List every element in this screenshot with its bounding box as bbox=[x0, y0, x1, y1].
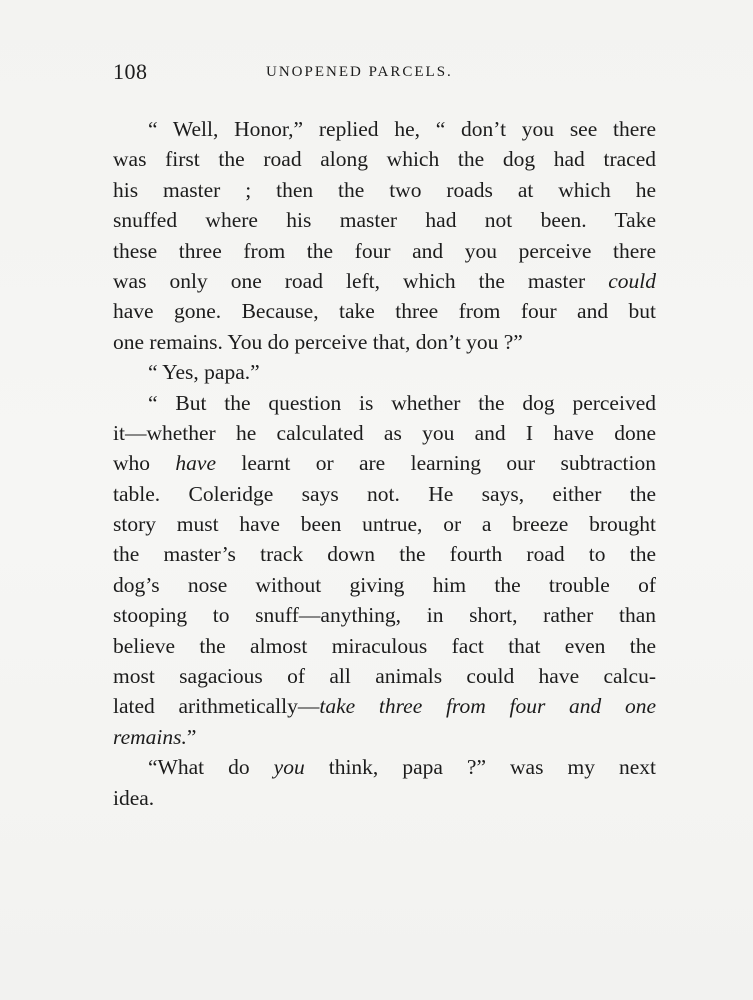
italic-text: have bbox=[175, 451, 216, 476]
text-run: ” bbox=[186, 724, 197, 749]
text-line bbox=[113, 448, 656, 478]
text-run: snuffed where his master had not been. Take bbox=[113, 208, 656, 233]
text-line bbox=[113, 631, 656, 661]
text-run: most sagacious of all animals could have calcu- bbox=[113, 664, 656, 689]
text-line bbox=[113, 175, 656, 205]
text-line bbox=[113, 327, 656, 357]
text-run: table. Coleridge says not. He says, either the bbox=[113, 481, 656, 506]
text-run: it—whether he calculated as you and I have done bbox=[113, 420, 656, 445]
italic-text: remains. bbox=[113, 724, 187, 749]
text-line bbox=[113, 752, 656, 782]
text-line bbox=[113, 570, 656, 600]
text-run: idea. bbox=[113, 785, 155, 810]
text-run: learnt or are learning our subtraction bbox=[216, 451, 656, 476]
text-run: “ Yes, papa.” bbox=[148, 360, 260, 385]
text-line bbox=[113, 661, 656, 691]
page-header bbox=[113, 59, 653, 89]
running-title: UNOPENED PARCELS. bbox=[266, 64, 453, 80]
body-text bbox=[113, 114, 656, 813]
italic-text: could bbox=[608, 268, 656, 293]
text-run: stooping to snuff—anything, in short, rather than bbox=[113, 603, 656, 628]
text-run: was only one road left, which the master bbox=[113, 268, 609, 293]
text-run: have gone. Because, take three from four and but bbox=[113, 299, 656, 324]
text-line bbox=[113, 266, 656, 296]
text-run: these three from the four and you perceive there bbox=[113, 238, 656, 263]
text-line bbox=[113, 691, 656, 721]
text-run: dog’s nose without giving him the trouble of bbox=[113, 572, 656, 597]
italic-text: take three from four and one bbox=[319, 694, 656, 719]
text-run: his master ; then the two roads at which he bbox=[113, 177, 656, 202]
text-run: lated arithmetically— bbox=[113, 694, 320, 719]
text-line bbox=[113, 236, 656, 266]
text-line bbox=[113, 539, 656, 569]
italic-text: you bbox=[273, 755, 305, 780]
text-line bbox=[113, 722, 656, 752]
text-run: the master’s track down the fourth road to the bbox=[113, 542, 656, 567]
page-number: 108 bbox=[113, 59, 148, 84]
text-line bbox=[113, 357, 656, 387]
text-run: was first the road along which the dog had traced bbox=[113, 147, 656, 172]
text-line bbox=[113, 144, 656, 174]
text-line bbox=[113, 783, 656, 813]
text-line bbox=[113, 509, 656, 539]
text-run: story must have been untrue, or a breeze brought bbox=[113, 512, 656, 537]
text-run: “ Well, Honor,” replied he, “ don’t you see there bbox=[148, 117, 656, 141]
text-run: think, papa ?” was my next bbox=[304, 755, 656, 780]
text-run: one remains. You do perceive that, don’t you ?” bbox=[113, 329, 523, 354]
text-run: who bbox=[113, 451, 176, 476]
text-run: “What do bbox=[148, 755, 274, 780]
text-line bbox=[113, 418, 656, 448]
text-line bbox=[113, 205, 656, 235]
text-line bbox=[113, 600, 656, 630]
text-run: believe the almost miraculous fact that even the bbox=[113, 633, 656, 658]
text-line bbox=[113, 296, 656, 326]
text-line bbox=[113, 388, 656, 418]
text-line bbox=[113, 114, 656, 144]
text-line bbox=[113, 479, 656, 509]
text-run: “ But the question is whether the dog perceived bbox=[148, 390, 656, 415]
